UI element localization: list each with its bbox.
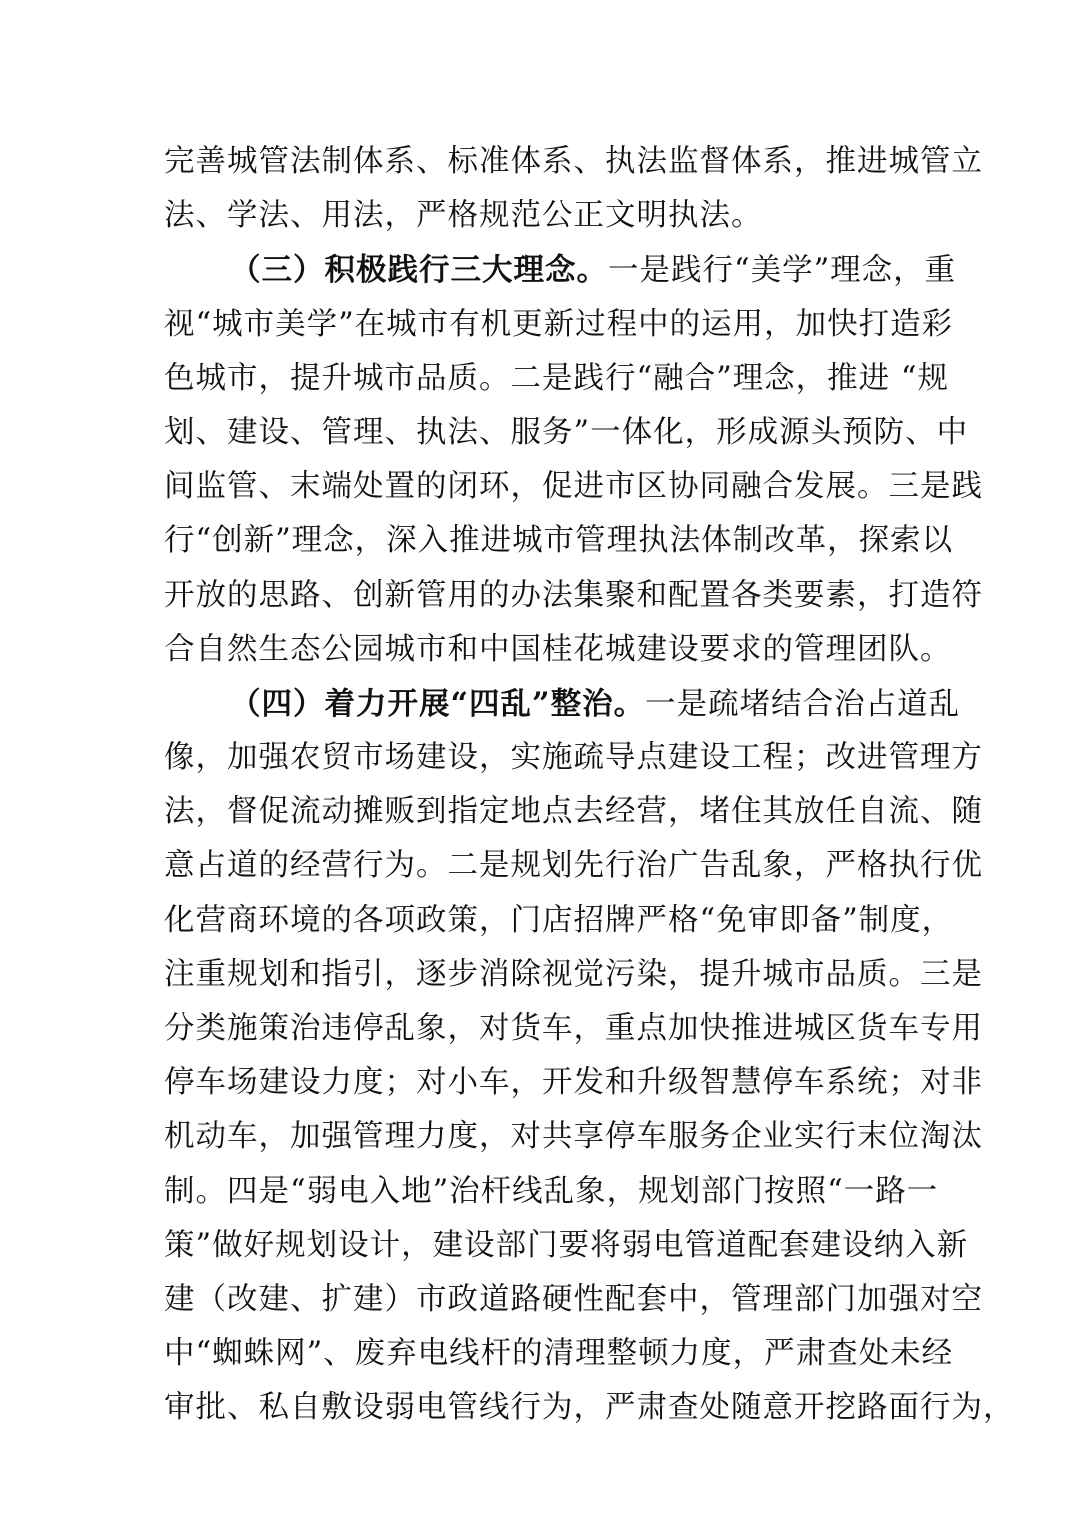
text-line: 间监管、末端处置的闭环，促进市区协同融合发展。三是践 — [164, 469, 983, 505]
text-line: 合自然生态公园城市和中国桂花城建设要求的管理团队。 — [164, 631, 952, 667]
text-line: 划、建设、管理、执法、服务”一体化，形成源头预防、中 — [164, 414, 969, 450]
document-body — [164, 135, 1015, 1436]
text-line: 开放的思路、创新管用的办法集聚和配置各类要素，打造符 — [164, 577, 983, 613]
paragraph-continuation — [164, 135, 983, 243]
paragraph-three-concepts — [164, 243, 983, 677]
text-line: 中“蜘蛛网”、废弃电线杆的清理整顿力度，严肃查处未经 — [164, 1336, 954, 1372]
text-line: 意占道的经营行为。二是规划先行治广告乱象，严格执行优 — [164, 848, 983, 884]
text-line: 分类施策治违停乱象，对货车，重点加快推进城区货车专用 — [164, 1011, 983, 1046]
section-heading: （三）积极践行三大理念。 — [230, 252, 608, 289]
text-run: 一是践行“美学”理念，重 — [608, 253, 957, 289]
text-line: 机动车，加强管理力度，对共享停车服务企业实行末位淘汰 — [164, 1119, 983, 1155]
text-line: 法，督促流动摊贩到指定地点去经营，堵住其放任自流、随 — [164, 794, 983, 830]
text-line: 建（改建、扩建）市政道路硬性配套中，管理部门加强对空 — [164, 1281, 983, 1317]
text-line: 化营商环境的各项政策，门店招牌严格“免审即备”制度， — [164, 902, 954, 938]
text-line: 视“城市美学”在城市有机更新过程中的运用，加快打造彩 — [164, 306, 954, 342]
text-run: 一是疏堵结合治占道乱 — [645, 686, 961, 722]
paragraph-four-chaos — [164, 677, 1015, 1436]
text-line: 完善城管法制体系、标准体系、执法监督体系，推进城管立 — [164, 144, 983, 179]
text-line: 注重规划和指引，逐步消除视觉污染，提升城市品质。三是 — [164, 956, 983, 992]
text-line — [164, 243, 957, 297]
text-line: 色城市，提升城市品质。二是践行“融合”理念，推进 “规 — [164, 360, 949, 396]
text-line: 法、学法、用法，严格规范公正文明执法。 — [164, 198, 763, 234]
text-line: 审批、私自敷设弱电管线行为，严肃查处随意开挖路面行为， — [164, 1390, 1015, 1426]
text-line: 像，加强农贸市场建设，实施疏导点建设工程；改进管理方 — [164, 740, 983, 776]
section-heading: （四）着力开展“四乱”整治。 — [230, 685, 646, 722]
text-line: 制。四是“弱电入地”治杆线乱象，规划部门按照“一路一 — [164, 1173, 939, 1209]
text-line: 行“创新”理念，深入推进城市管理执法体制改革，探索以 — [164, 523, 954, 559]
text-line — [164, 677, 961, 731]
text-line: 停车场建设力度；对小车，开发和升级智慧停车系统；对非 — [164, 1065, 983, 1101]
text-line: 策”做好规划设计，建设部门要将弱电管道配套建设纳入新 — [164, 1227, 969, 1263]
